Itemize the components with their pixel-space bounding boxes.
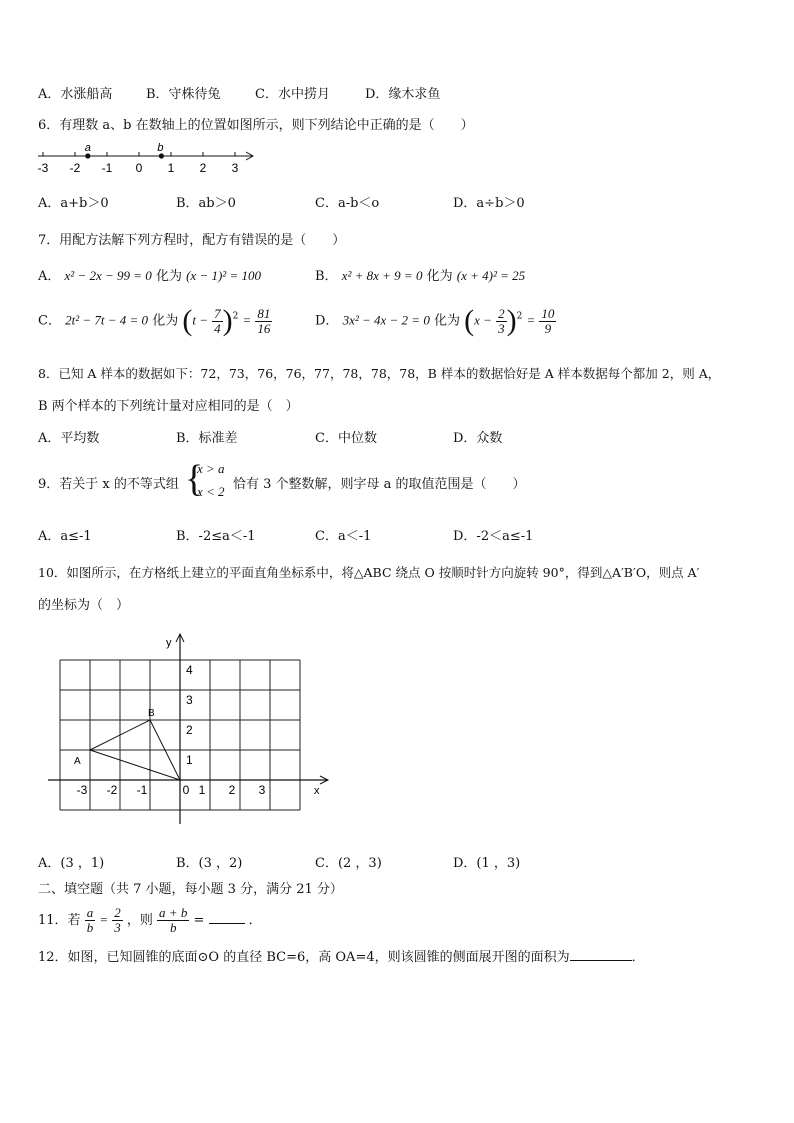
q7-option-d: D． 3x² − 4x − 2 = 0 化为 (x − $\frac{2}{3}$ )$^2$ = $\frac{10}{9}$: [315, 304, 555, 337]
x-tick-label: 2: [228, 783, 236, 797]
q7-a-equation: x² − 2x − 99 = 0: [64, 268, 152, 283]
y-axis-label: y: [166, 637, 172, 649]
point-label-a: A: [74, 756, 81, 767]
q11-answer-blank[interactable]: [209, 923, 245, 924]
q7-c-equation: 2t² − 7t − 4 = 0: [65, 312, 149, 328]
q7-d-change: 化为: [433, 313, 460, 329]
q9-stem-post: 恰有 3 个整数解，则字母 a 的取值范围是（ ）: [233, 477, 526, 492]
q6-option-a: A．a+b＞0: [38, 196, 109, 211]
q7-b-label: B．: [315, 269, 338, 284]
q7-option-a: [38, 265, 261, 284]
y-tick-label: 4: [186, 663, 193, 677]
q7-a-change: 化为: [155, 269, 182, 284]
section-title-fill-in: 二、填空题（共 7 小题，每小题 3 分，满分 21 分）: [38, 882, 343, 897]
q10-stem-line1: 10．如图所示，在方格纸上建立的平面直角坐标系中，将△ABC 绕点 O 按顺时针方向旋转 90°，得到△A′B′O，则点 A′: [38, 565, 700, 580]
q5-option-c: C．水中捞月: [255, 87, 330, 102]
q6-stem: 6．有理数 a、b 在数轴上的位置如图所示，则下列结论中正确的是（ ）: [38, 118, 474, 133]
x-tick-label: -3: [76, 783, 88, 797]
point-label-b: B: [148, 708, 155, 719]
q7-a-result: (x − 1)² = 100: [186, 268, 261, 283]
q11: 11．若 $\frac{a}{b}$ = $\frac{2}{3}$ ，则 $\frac{a + b}{b}$ = ．: [38, 905, 262, 935]
q9-brace: {: [185, 458, 204, 500]
q7-option-b: [315, 265, 525, 284]
q7-c-label: C．: [38, 313, 61, 329]
number-line-point-a: [85, 153, 90, 158]
q11-post: =: [193, 913, 205, 928]
q8-stem-line1: 8．已知 A 样本的数据如下：72，73，76，76，77，78，78，78，B 样本的数据恰好是 A 样本数据每个都加 2，则 A，: [38, 366, 721, 381]
number-line-tick-label: -2: [69, 161, 81, 175]
q11-fraction-ab: $\frac{a}{b}$: [86, 905, 94, 935]
q9-option-a: A．a≤-1: [38, 529, 92, 544]
q12: 12．如图，已知圆锥的底面⊙O 的直径 BC=6，高 OA=4，则该圆锥的侧面展开图的面积为 ．: [38, 950, 645, 965]
number-line-tick-label: 3: [231, 161, 239, 175]
number-line-label-a: a: [84, 142, 91, 154]
q7-d-fraction: $\frac{2}{3}$: [498, 305, 505, 336]
q9-inequality-1: x > a: [197, 461, 225, 476]
q7-c-change: 化为: [152, 313, 179, 329]
q8-option-b: B．标准差: [176, 431, 238, 446]
q6-option-c: C．a-b＜o: [315, 196, 380, 211]
q9-option-d: D．-2＜a≤-1: [453, 529, 534, 544]
q9-option-b: B．-2≤a＜-1: [176, 529, 256, 544]
q11-pre: 11．若: [38, 913, 81, 928]
x-tick-label: -2: [106, 783, 118, 797]
y-tick-label: 1: [186, 753, 193, 767]
number-line-tick-label: -1: [101, 161, 113, 175]
x-axis-label: x: [314, 785, 320, 797]
number-line-tick-label: 1: [167, 161, 175, 175]
number-line-tick-label: -3: [37, 161, 49, 175]
q7-b-result: (x + 4)² = 25: [456, 268, 526, 283]
q6-number-line: [34, 136, 259, 178]
q10-option-c: C．(2 ，3): [315, 856, 382, 871]
q12-answer-blank[interactable]: [570, 960, 632, 961]
q7-d-label: D．: [315, 313, 339, 329]
q7-d-rhs-fraction: $\frac{10}{9}$: [541, 305, 555, 336]
q8-stem-line2: B 两个样本的下列统计量对应相同的是（ ）: [38, 399, 299, 414]
q5-option-a: A．水涨船高: [38, 87, 113, 102]
q10-option-a: A．(3 ，1): [38, 856, 105, 871]
q11-fraction-23: $\frac{2}{3}$: [114, 905, 121, 935]
q10-coordinate-grid: [40, 620, 340, 830]
q9-inequality-2: x < 2: [197, 484, 225, 499]
q5-option-b: B．守株待兔: [146, 87, 221, 102]
q7-c-fraction: $\frac{7}{4}$: [214, 305, 221, 336]
q7-stem: 7．用配方法解下列方程时，配方有错误的是（ ）: [38, 233, 346, 248]
q9-option-c: C．a＜-1: [315, 529, 372, 544]
q7-d-equation: 3x² − 4x − 2 = 0: [342, 312, 430, 328]
q11-fraction-sum: $\frac{a + b}{b}$: [159, 905, 188, 935]
q5-option-d: D．缘木求鱼: [365, 87, 441, 102]
q7-option-c: C． 2t² − 7t − 4 = 0 化为 (t − $\frac{7}{4}$ )$^2$ = $\frac{81}{16}$: [38, 304, 271, 337]
number-line-label-b: b: [157, 142, 164, 154]
q7-a-label: A．: [38, 269, 61, 284]
x-tick-label: 0: [182, 783, 190, 797]
q10-option-b: B．(3 ，2): [176, 856, 243, 871]
x-tick-label: -1: [136, 783, 148, 797]
q6-option-b: B．ab＞0: [176, 196, 236, 211]
y-tick-label: 2: [186, 723, 193, 737]
q10-option-d: D．(1 ，3): [453, 856, 521, 871]
q7-b-change: 化为: [426, 269, 453, 284]
q8-option-c: C．中位数: [315, 431, 377, 446]
q12-stem: 12．如图，已知圆锥的底面⊙O 的直径 BC=6，高 OA=4，则该圆锥的侧面展开图的面积为: [38, 950, 570, 965]
q11-mid: ，则: [126, 913, 153, 928]
number-line-tick-label: 0: [135, 161, 143, 175]
q6-option-d: D．a÷b＞0: [453, 196, 525, 211]
q7-c-rhs-fraction: $\frac{81}{16}$: [257, 305, 271, 336]
q8-option-a: A．平均数: [38, 431, 100, 446]
y-tick-label: 3: [186, 693, 193, 707]
x-tick-label: 3: [258, 783, 266, 797]
number-line-tick-label: 2: [199, 161, 207, 175]
q9-stem-pre: 9．若关于 x 的不等式组: [38, 477, 179, 492]
number-line-point-b: [159, 153, 164, 158]
q7-b-equation: x² + 8x + 9 = 0: [341, 268, 423, 283]
q8-option-d: D．众数: [453, 431, 503, 446]
q10-stem-line2: 的坐标为（ ）: [38, 598, 130, 613]
x-tick-label: 1: [198, 783, 206, 797]
